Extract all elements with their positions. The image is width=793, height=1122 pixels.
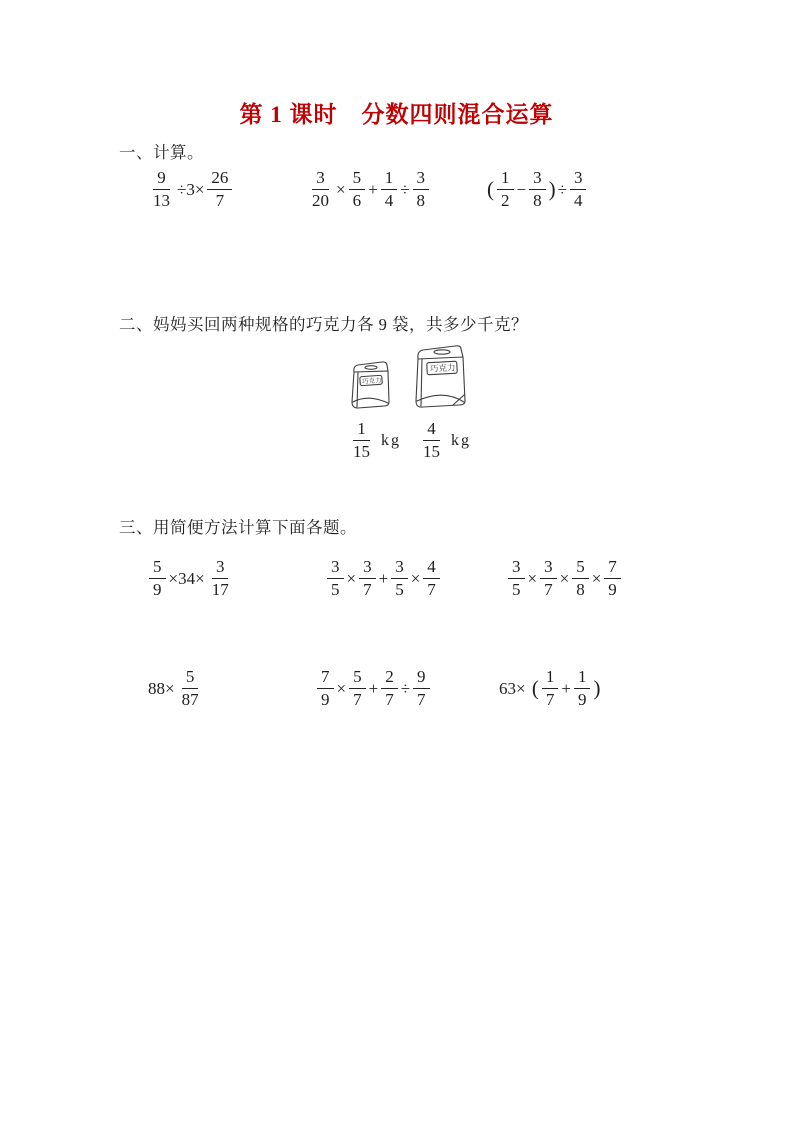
- chocolate-bag-small-icon: [352, 362, 389, 408]
- section-two-heading: 二、妈妈买回两种规格的巧克力各 9 袋，共多少千克？: [119, 315, 528, 334]
- page-title: 第 1 课时 分数四则混合运算: [239, 102, 554, 127]
- chocolate-bags-illustration: [336, 334, 482, 422]
- math-expression: 63× ( $\frac{1}{7}$ + $\frac{1}{9}$ ): [499, 667, 601, 710]
- math-expression: ( $\frac{1}{2}$ − $\frac{3}{8}$ ) ÷ $\frac{3}{4}$: [486, 168, 588, 212]
- math-expression: $\frac{7}{9}$ × $\frac{5}{7}$ + $\frac{2}{7}$ ÷ $\frac{9}{7}$: [315, 667, 432, 711]
- math-expression: $\frac{3}{5}$ × $\frac{3}{7}$ + $\frac{3}{5}$ × $\frac{4}{7}$: [325, 557, 442, 601]
- section-one-heading: 一、计算。: [119, 143, 204, 162]
- svg-text:巧克力: 巧克力: [361, 377, 382, 386]
- math-expression: $\frac{5}{9}$ ×34× $\frac{3}{17}$: [147, 557, 235, 601]
- section-three-heading: 三、用简便方法计算下面各题。: [119, 518, 357, 537]
- svg-text:巧克力: 巧克力: [429, 362, 456, 374]
- math-expression: $\frac{9}{13}$ ÷3× $\frac{26}{7}$: [147, 168, 234, 212]
- math-expression: $\frac{3}{5}$ × $\frac{3}{7}$ × $\frac{5}{8}$ × $\frac{7}{9}$: [506, 557, 623, 601]
- bag-weight-caption: $\frac{1}{15}$ kg: [353, 419, 401, 462]
- math-expression: $\frac{3}{20}$ × $\frac{5}{6}$ + $\frac{1}{4}$ ÷ $\frac{3}{8}$: [306, 168, 431, 212]
- chocolate-bag-large-icon: [416, 346, 465, 407]
- bag-weight-caption: $\frac{4}{15}$ kg: [423, 419, 471, 462]
- math-expression: 88× $\frac{5}{87}$: [148, 667, 199, 710]
